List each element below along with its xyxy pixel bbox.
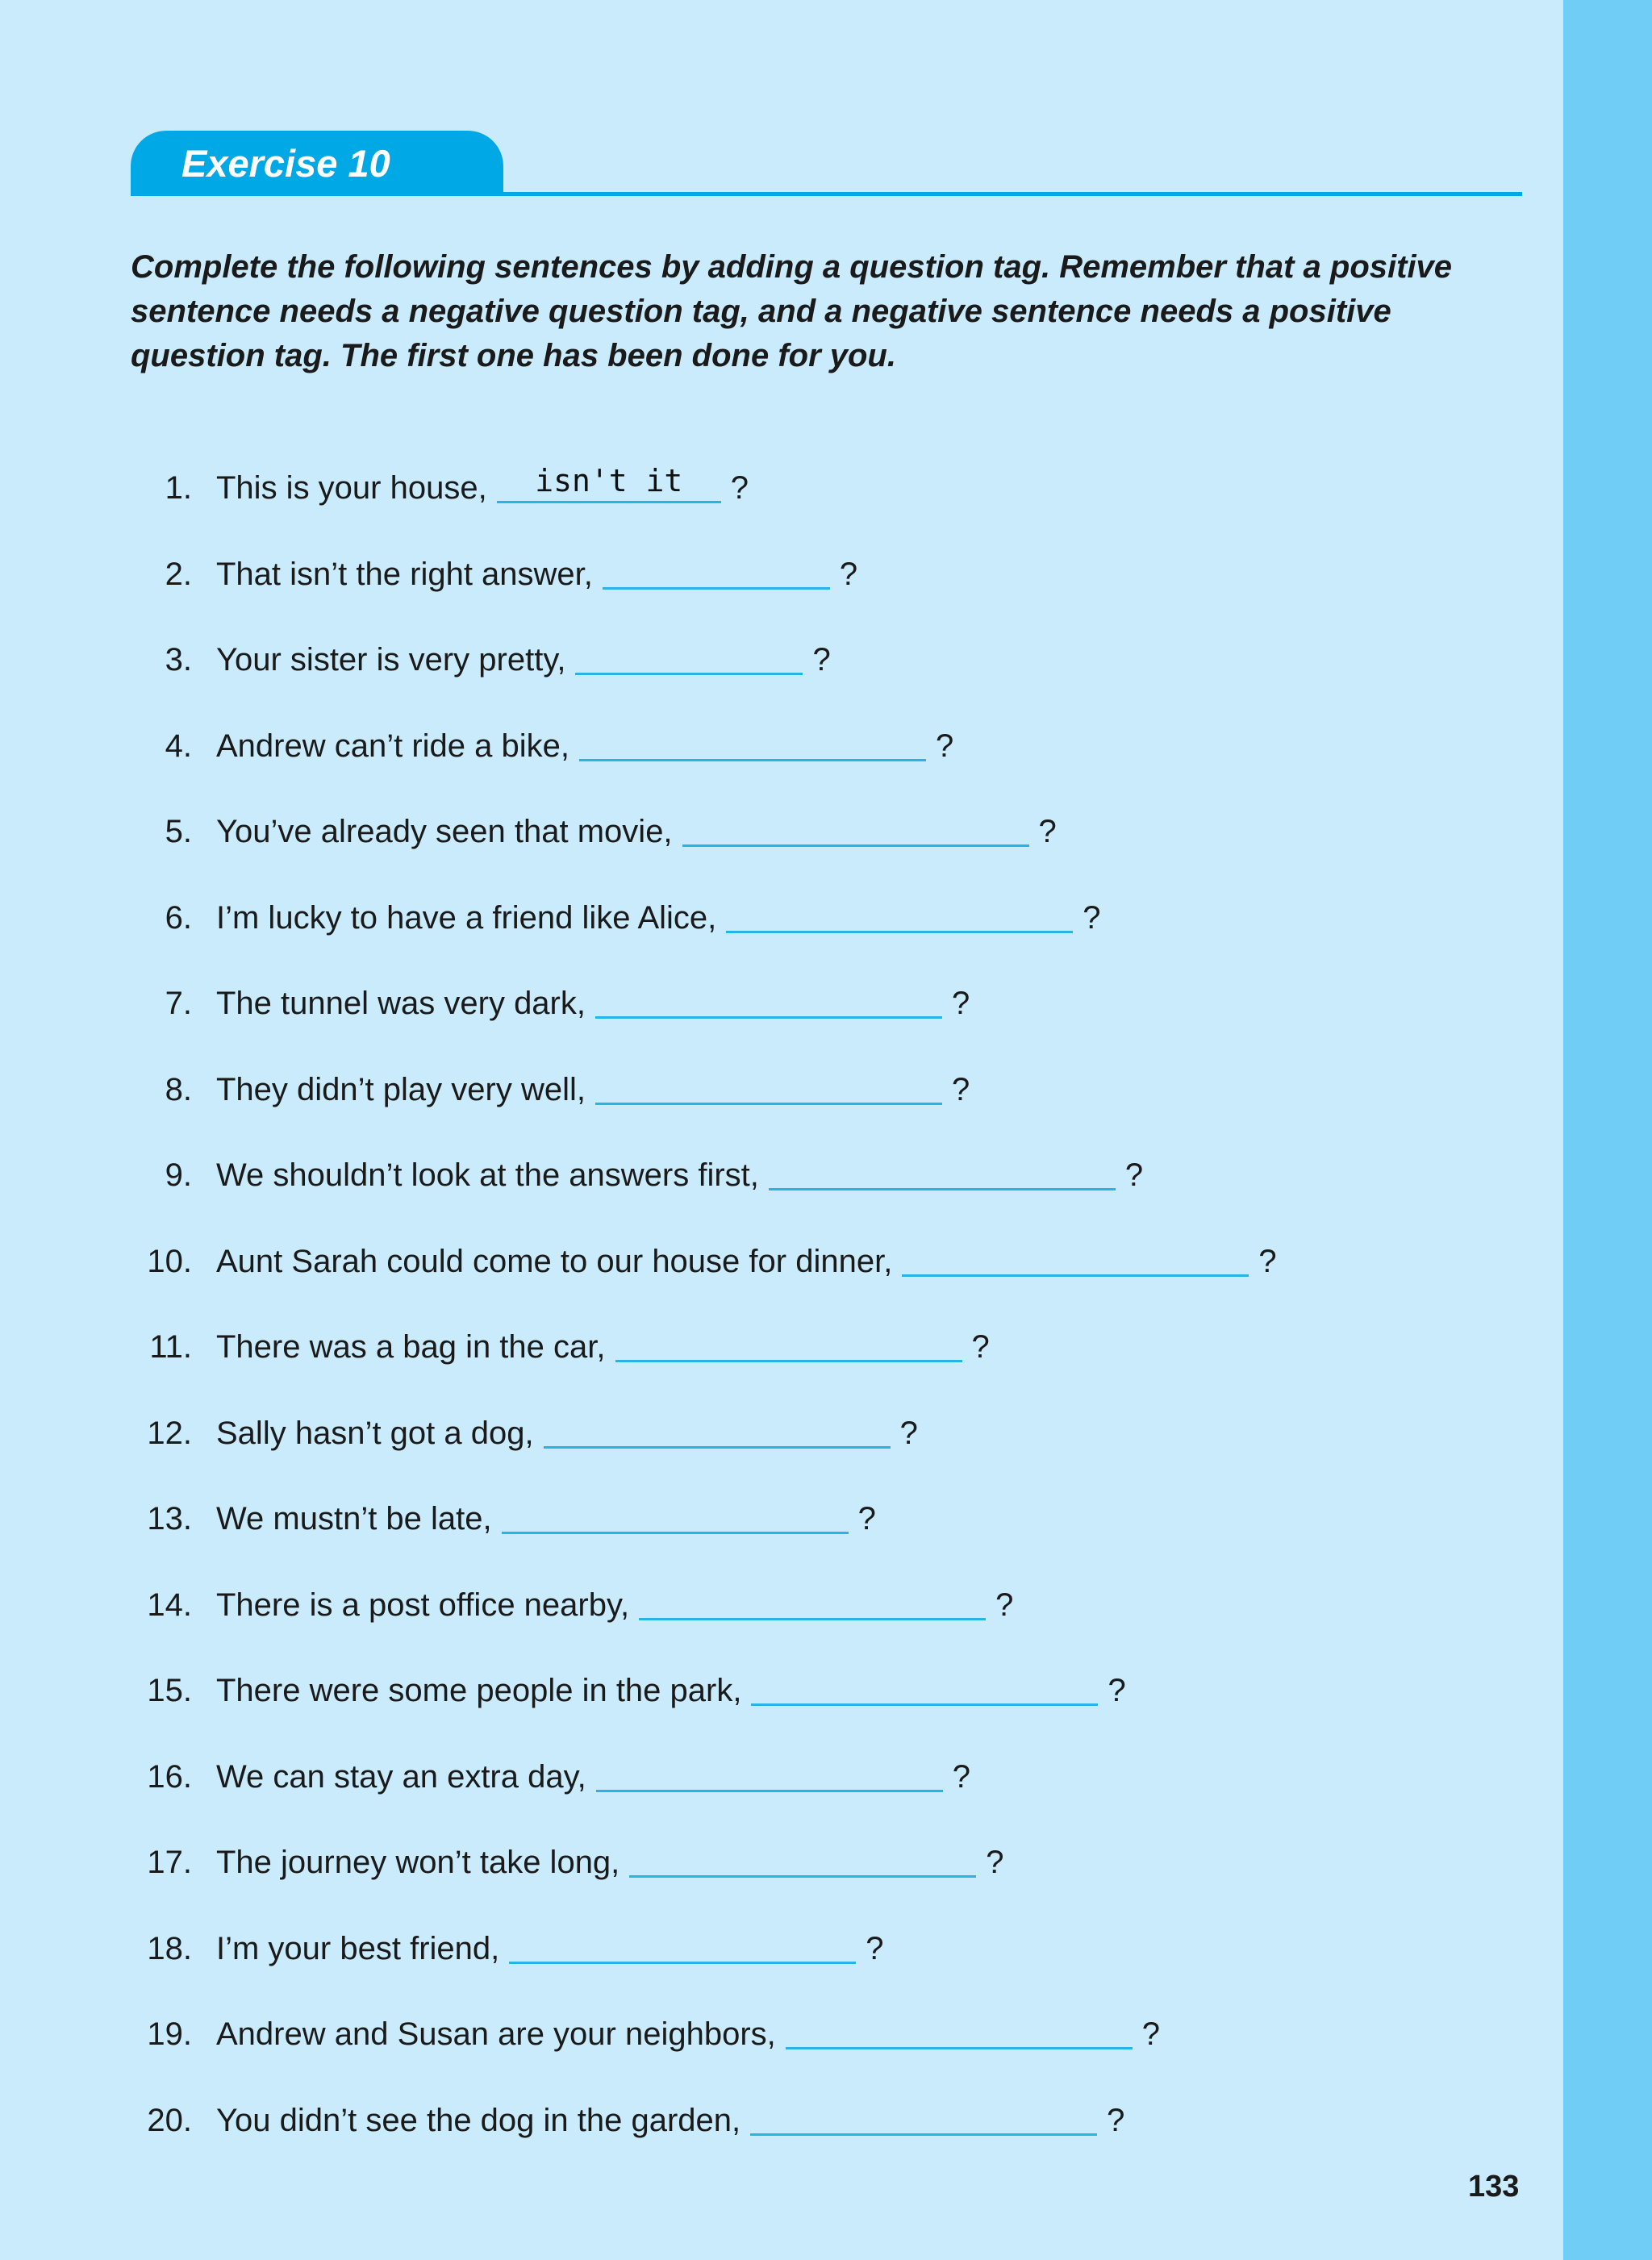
item-text: Aunt Sarah could come to our house for dinner,: [216, 1243, 893, 1279]
item-text: There were some people in the park,: [216, 1673, 742, 1708]
item-sentence: [216, 979, 970, 1022]
answer-blank[interactable]: [544, 1406, 891, 1449]
exercise-item: [0, 1492, 1533, 1544]
item-sentence: [216, 2096, 1124, 2139]
answer-blank[interactable]: [575, 632, 803, 675]
item-number: 2.: [165, 556, 192, 592]
exercise-item: [0, 1320, 1533, 1372]
answer-blank[interactable]: [786, 2007, 1133, 2049]
question-mark: ?: [1124, 1157, 1144, 1193]
item-sentence: [216, 1838, 1004, 1881]
item-text: We mustn’t be late,: [216, 1501, 492, 1537]
question-mark: ?: [857, 1501, 876, 1537]
item-sentence: [216, 464, 749, 507]
item-number: 16.: [147, 1758, 192, 1795]
answer-blank[interactable]: [579, 719, 926, 761]
answer-blank[interactable]: [751, 1663, 1098, 1706]
answer-blank[interactable]: [682, 804, 1029, 847]
item-text: We can stay an extra day,: [216, 1758, 586, 1795]
question-mark: ?: [1108, 1673, 1126, 1708]
instructions-part-1: Complete the following sentences by adding a question tag. Remember that a positive sentence needs a: [131, 249, 1453, 329]
answer-blank[interactable]: [595, 1062, 942, 1105]
item-sentence: [216, 1924, 884, 1967]
answer-blank[interactable]: [629, 1835, 976, 1878]
exercise-item: [0, 1578, 1533, 1630]
item-number: 8.: [165, 1071, 192, 1107]
question-mark: ?: [899, 1415, 918, 1451]
item-text: You didn’t see the dog in the garden,: [216, 2102, 741, 2138]
item-text: They didn’t play very well,: [216, 1071, 586, 1107]
item-sentence: [216, 1065, 970, 1108]
item-text: This is your house,: [216, 470, 487, 506]
instructions-part-2: , and a negative sentence needs a: [740, 294, 1270, 329]
item-sentence: [216, 1323, 990, 1366]
exercise-item: [0, 891, 1533, 943]
question-mark: ?: [995, 1587, 1014, 1623]
item-number: 18.: [147, 1930, 192, 1966]
item-sentence: [216, 1753, 970, 1795]
question-mark: ?: [1038, 814, 1057, 849]
exercise-item: [0, 719, 1533, 771]
question-mark: ?: [730, 470, 749, 506]
item-text: The tunnel was very dark,: [216, 986, 586, 1021]
item-sentence: [216, 1666, 1126, 1709]
answer-blank[interactable]: [769, 1148, 1116, 1190]
item-text: You’ve already seen that movie,: [216, 814, 673, 849]
item-text: Andrew can’t ride a bike,: [216, 728, 570, 764]
item-number: 19.: [147, 2016, 192, 2052]
exercise-item: [0, 805, 1533, 857]
exercise-title: Exercise 10: [181, 142, 390, 185]
answer-blank[interactable]: [509, 1921, 856, 1964]
answer-blank[interactable]: [502, 1491, 849, 1534]
exercise-item: [0, 977, 1533, 1028]
item-text: We shouldn’t look at the answers first,: [216, 1157, 759, 1193]
exercise-item: [0, 548, 1533, 599]
item-number: 9.: [165, 1157, 192, 1193]
item-number: 13.: [147, 1501, 192, 1537]
item-number: 12.: [147, 1415, 192, 1451]
item-text: Your sister is very pretty,: [216, 642, 566, 678]
question-mark: ?: [952, 986, 970, 1021]
question-mark: ?: [936, 728, 954, 764]
question-mark: ?: [1083, 899, 1101, 936]
answer-blank[interactable]: [595, 976, 942, 1019]
item-sentence: [216, 1409, 918, 1452]
question-mark: ?: [866, 1930, 884, 1966]
item-sentence: [216, 550, 857, 593]
answer-blank[interactable]: [902, 1234, 1249, 1277]
item-text: I’m lucky to have a friend like Alice,: [216, 899, 717, 936]
question-mark: ?: [1258, 1243, 1277, 1279]
item-number: 14.: [147, 1587, 192, 1623]
question-mark: ?: [839, 556, 858, 592]
exercise-item: [0, 1235, 1533, 1286]
question-mark: ?: [812, 642, 831, 678]
exercise-item: [0, 1836, 1533, 1887]
answer-blank[interactable]: [750, 2093, 1097, 2136]
item-sentence: [216, 1495, 876, 1537]
item-number: 6.: [165, 899, 192, 936]
exercise-item: [0, 1407, 1533, 1458]
item-number: 1.: [165, 470, 192, 506]
item-text: There is a post office nearby,: [216, 1587, 630, 1623]
item-number: 3.: [165, 642, 192, 678]
item-text: Andrew and Susan are your neighbors,: [216, 2016, 776, 2052]
item-text: The journey won’t take long,: [216, 1845, 620, 1880]
answer-blank[interactable]: [726, 890, 1073, 933]
item-sentence: [216, 722, 953, 765]
item-number: 11.: [149, 1329, 192, 1365]
item-number: 7.: [165, 986, 192, 1021]
instructions-bold-2: positive question tag: [131, 294, 1391, 373]
item-number: 10.: [147, 1243, 192, 1279]
item-number: 4.: [165, 728, 192, 764]
instructions-part-3: . The first one has been done for you.: [322, 338, 896, 373]
item-sentence: [216, 1237, 1277, 1280]
exercise-item: [0, 1664, 1533, 1716]
exercise-item: [0, 1750, 1533, 1802]
item-number: 20.: [147, 2102, 192, 2138]
exercise-item: [0, 2094, 1533, 2145]
answer-blank[interactable]: [639, 1578, 986, 1620]
instructions-bold-1: negative question tag: [408, 294, 740, 329]
exercise-item: [0, 1063, 1533, 1115]
item-number: 5.: [165, 814, 192, 849]
question-mark: ?: [952, 1758, 970, 1795]
exercise-item: [0, 1149, 1533, 1200]
item-text: There was a bag in the car,: [216, 1329, 606, 1365]
exercise-item: [0, 2008, 1533, 2059]
question-mark: ?: [971, 1329, 990, 1365]
item-sentence: [216, 636, 831, 678]
item-number: 15.: [147, 1673, 192, 1708]
question-mark: ?: [951, 1071, 970, 1107]
item-number: 17.: [147, 1845, 192, 1880]
page-number: 133: [1468, 2170, 1520, 2204]
item-sentence: [216, 2010, 1160, 2053]
answer-blank[interactable]: [603, 547, 830, 590]
item-text: That isn’t the right answer,: [216, 556, 593, 592]
exercise-item: [0, 633, 1533, 685]
item-text: Sally hasn’t got a dog,: [216, 1415, 534, 1451]
answer-blank[interactable]: [596, 1749, 943, 1792]
question-mark: ?: [1141, 2016, 1161, 2052]
exercise-item: [0, 461, 1533, 513]
question-mark: ?: [986, 1845, 1004, 1880]
answer-blank[interactable]: [615, 1320, 962, 1362]
answer-text: isn't it: [535, 463, 683, 498]
item-text: I’m your best friend,: [216, 1930, 500, 1966]
item-sentence: [216, 1151, 1143, 1194]
item-sentence: [216, 894, 1101, 936]
exercise-item: [0, 1922, 1533, 1974]
item-sentence: [216, 1581, 1013, 1624]
answer-blank[interactable]: [497, 461, 721, 503]
question-mark: ?: [1107, 2102, 1125, 2138]
item-sentence: [216, 807, 1057, 850]
